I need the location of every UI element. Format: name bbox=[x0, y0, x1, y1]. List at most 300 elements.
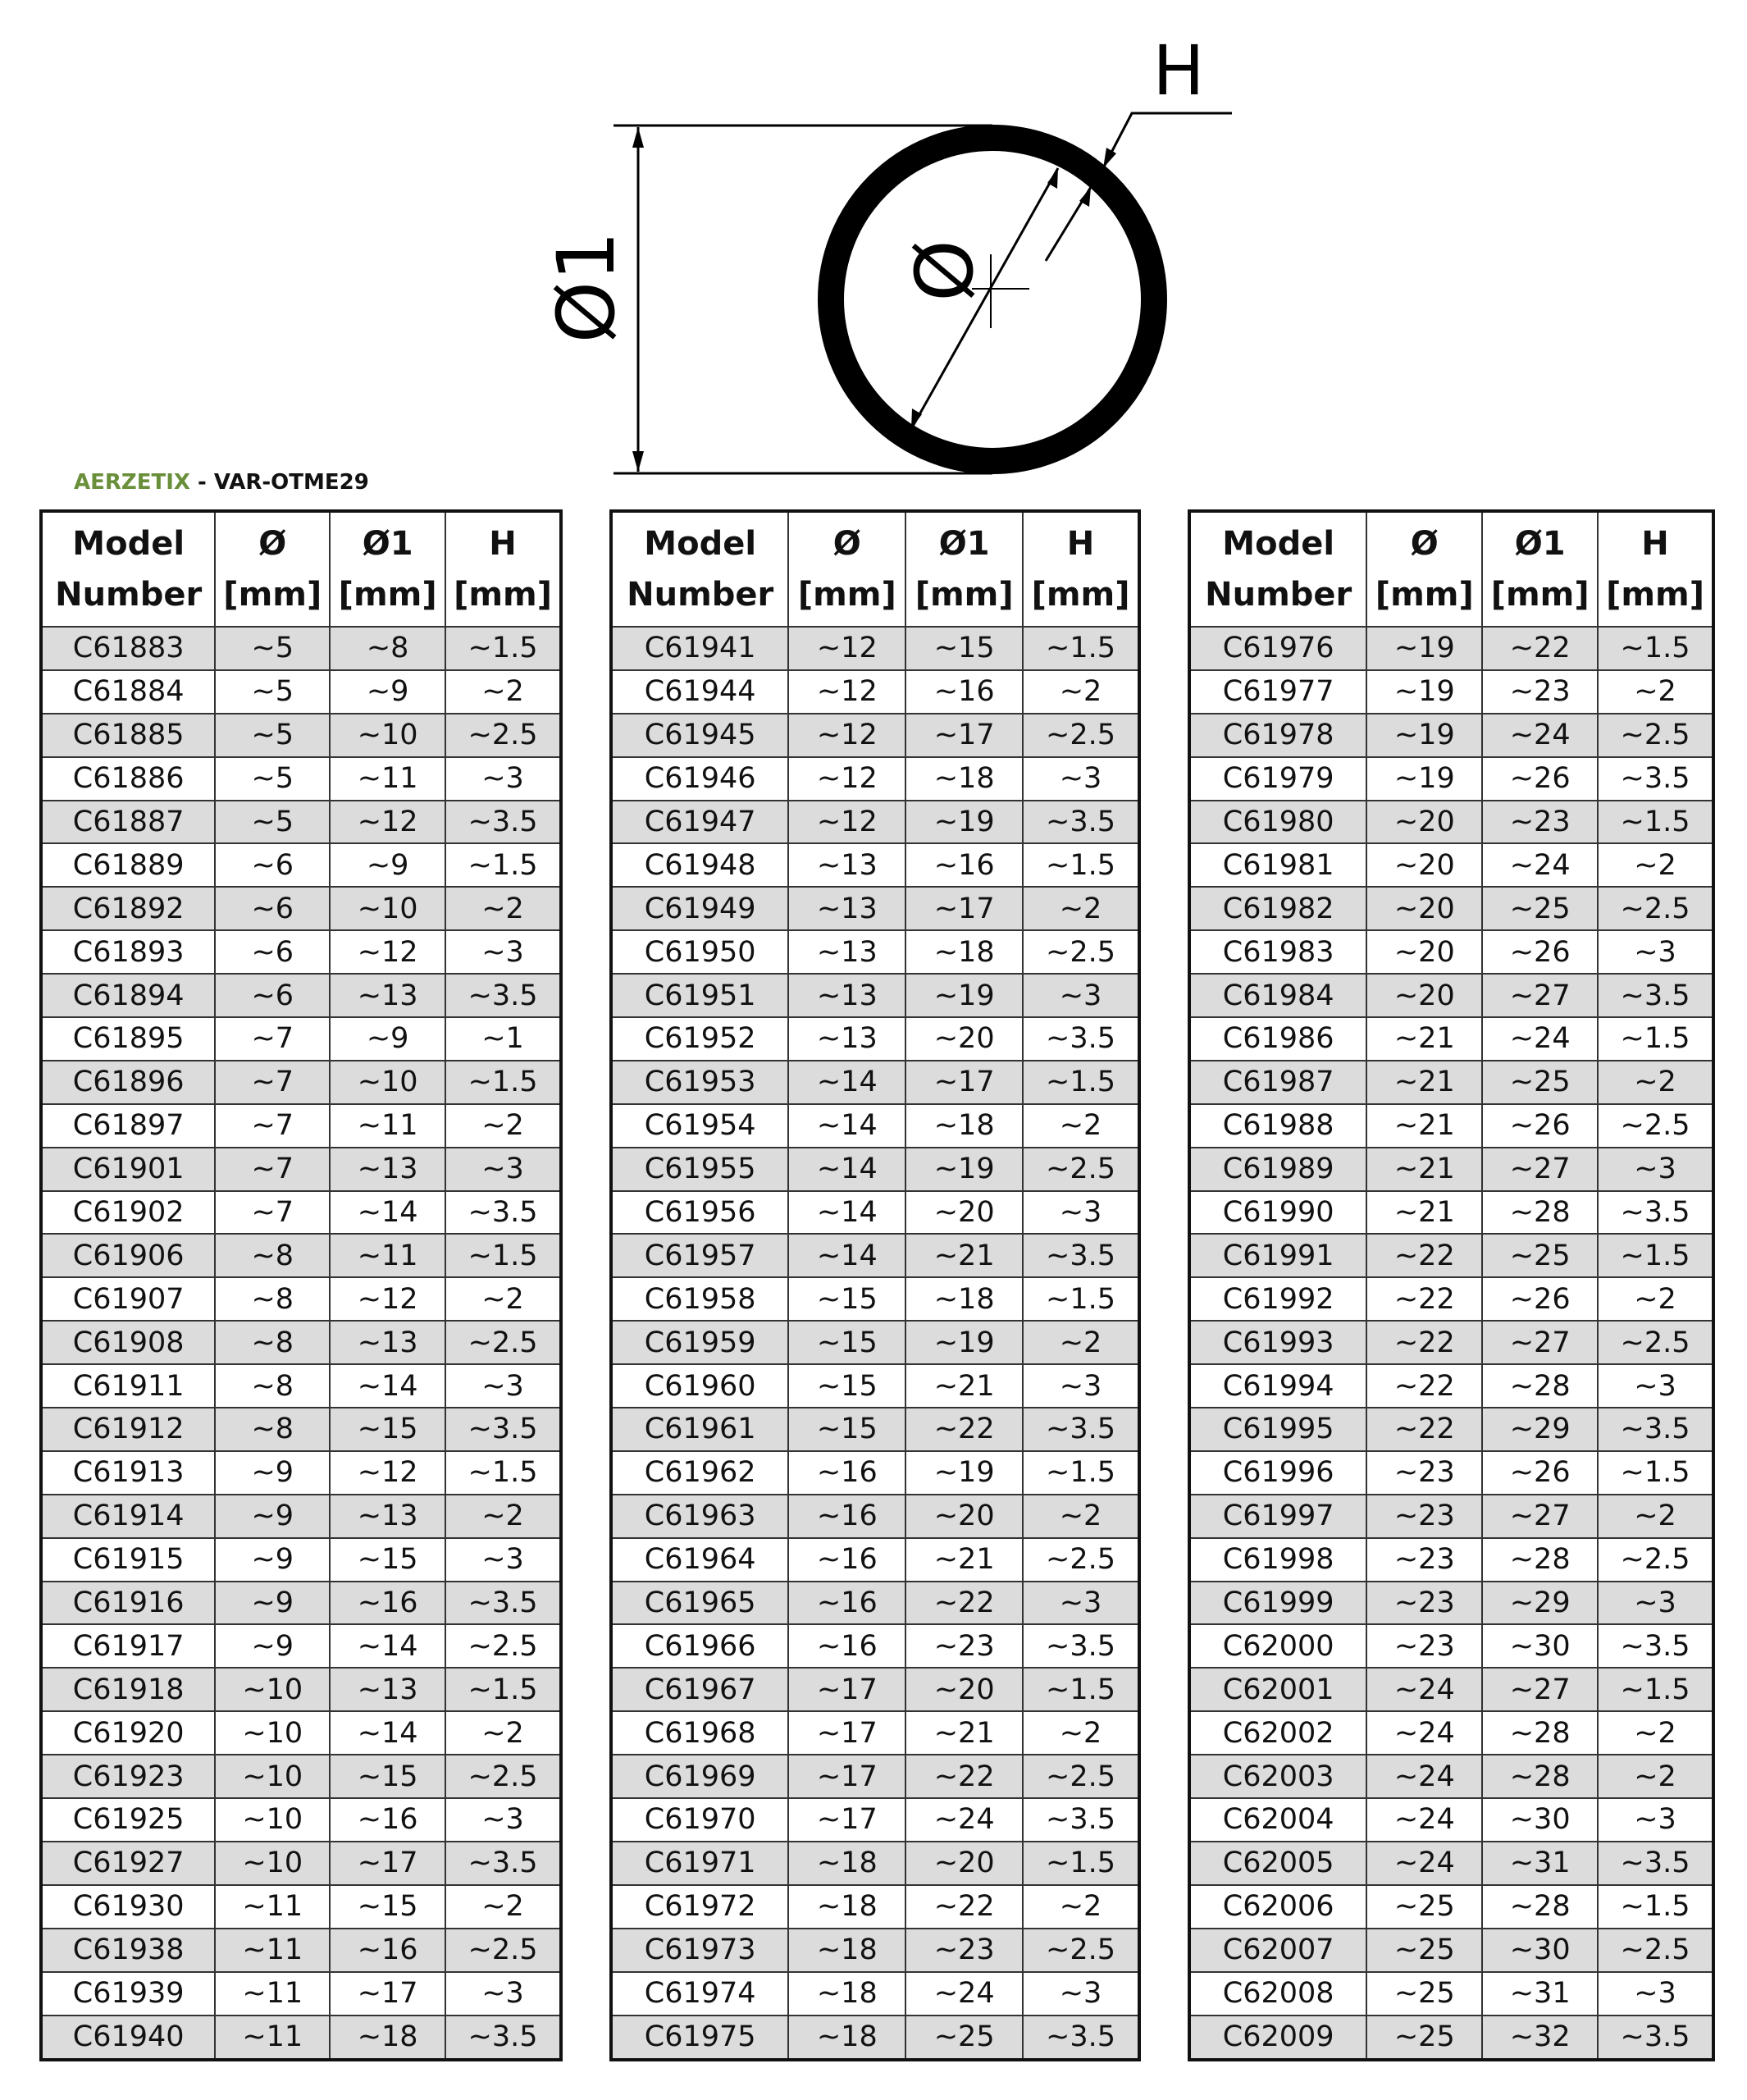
wall-thickness-cell: ~1.5 bbox=[1023, 1842, 1139, 1885]
outer-diameter-cell: ~25 bbox=[1482, 1234, 1598, 1277]
outer-diameter-cell: ~16 bbox=[330, 1798, 445, 1842]
model-number-cell: C61887 bbox=[41, 801, 215, 844]
model-number-cell: C62001 bbox=[1189, 1668, 1366, 1711]
table-row bbox=[41, 670, 561, 714]
table-row bbox=[611, 1104, 1139, 1148]
inner-diameter-cell: ~16 bbox=[788, 1624, 905, 1668]
wall-thickness-cell: ~1.5 bbox=[445, 1451, 561, 1495]
outer-diameter-cell: ~26 bbox=[1482, 757, 1598, 801]
inner-diameter-cell: ~24 bbox=[1366, 1755, 1482, 1798]
wall-thickness-cell: ~3.5 bbox=[445, 1582, 561, 1625]
outer-diameter-cell: ~24 bbox=[1482, 1017, 1598, 1061]
inner-diameter-cell: ~18 bbox=[788, 1929, 905, 1972]
table-row bbox=[1189, 1495, 1713, 1538]
model-number-cell: C61973 bbox=[611, 1929, 788, 1972]
table-row bbox=[41, 714, 561, 757]
inner-diameter-cell: ~17 bbox=[788, 1668, 905, 1711]
wall-thickness-cell: ~2 bbox=[445, 670, 561, 714]
wall-thickness-cell: ~3 bbox=[445, 1364, 561, 1408]
table-row bbox=[1189, 843, 1713, 887]
tube-dimension-diagram bbox=[0, 0, 1747, 492]
model-number-cell: C61972 bbox=[611, 1885, 788, 1929]
table-row bbox=[611, 1191, 1139, 1235]
model-number-cell: C61971 bbox=[611, 1842, 788, 1885]
outer-diameter-cell: ~21 bbox=[905, 1711, 1023, 1755]
outer-diameter-cell: ~21 bbox=[905, 1538, 1023, 1582]
outer-diameter-cell: ~24 bbox=[1482, 843, 1598, 887]
model-number-cell: C61977 bbox=[1189, 670, 1366, 714]
model-number-cell: C61920 bbox=[41, 1711, 215, 1755]
wall-thickness-cell: ~3 bbox=[1598, 1798, 1713, 1842]
inner-diameter-cell: ~7 bbox=[215, 1104, 330, 1148]
model-number-cell: C61979 bbox=[1189, 757, 1366, 801]
wall-thickness-cell: ~2 bbox=[1023, 1321, 1139, 1364]
inner-diameter-cell: ~7 bbox=[215, 1061, 330, 1104]
wall-thickness-cell: ~3 bbox=[445, 1798, 561, 1842]
wall-thickness-cell: ~3 bbox=[1023, 1972, 1139, 2016]
table-row bbox=[1189, 930, 1713, 974]
wall-thickness-cell: ~3.5 bbox=[1598, 1624, 1713, 1668]
wall-thickness-cell: ~2.5 bbox=[1598, 887, 1713, 930]
model-number-cell: C61959 bbox=[611, 1321, 788, 1364]
wall-thickness-cell: ~3.5 bbox=[1598, 2016, 1713, 2061]
outer-diameter-cell: ~30 bbox=[1482, 1624, 1598, 1668]
outer-diameter-cell: ~14 bbox=[330, 1364, 445, 1408]
wall-thickness-cell: ~2 bbox=[1023, 1885, 1139, 1929]
table-row bbox=[611, 1929, 1139, 1972]
outer-diameter-cell: ~27 bbox=[1482, 974, 1598, 1017]
table-row bbox=[41, 974, 561, 1017]
outer-diameter-cell: ~27 bbox=[1482, 1495, 1598, 1538]
header-wall-thickness: H [mm] bbox=[445, 511, 561, 627]
inner-diameter-cell: ~6 bbox=[215, 887, 330, 930]
wall-thickness-cell: ~1.5 bbox=[445, 843, 561, 887]
table-row bbox=[1189, 1798, 1713, 1842]
table-row bbox=[1189, 887, 1713, 930]
table-row bbox=[41, 2016, 561, 2061]
inner-diameter-cell: ~23 bbox=[1366, 1538, 1482, 1582]
outer-diameter-cell: ~19 bbox=[905, 1321, 1023, 1364]
brand-line bbox=[74, 466, 369, 499]
inner-diameter-cell: ~15 bbox=[788, 1277, 905, 1321]
inner-diameter-cell: ~9 bbox=[215, 1624, 330, 1668]
table-row bbox=[611, 1061, 1139, 1104]
wall-thickness-cell: ~3.5 bbox=[1023, 1408, 1139, 1451]
table-row bbox=[1189, 1929, 1713, 1972]
model-number-cell: C61948 bbox=[611, 843, 788, 887]
wall-thickness-cell: ~1.5 bbox=[1023, 1061, 1139, 1104]
inner-diameter-cell: ~14 bbox=[788, 1061, 905, 1104]
table-header-row bbox=[611, 511, 1139, 627]
model-number-cell: C61925 bbox=[41, 1798, 215, 1842]
outer-diameter-cell: ~25 bbox=[1482, 887, 1598, 930]
inner-diameter-cell: ~13 bbox=[788, 930, 905, 974]
model-number-cell: C61901 bbox=[41, 1148, 215, 1191]
table-row bbox=[611, 1885, 1139, 1929]
table-row bbox=[1189, 1755, 1713, 1798]
model-number-cell: C61945 bbox=[611, 714, 788, 757]
table-row bbox=[611, 801, 1139, 844]
inner-diameter-cell: ~10 bbox=[215, 1755, 330, 1798]
inner-diameter-cell: ~20 bbox=[1366, 974, 1482, 1017]
model-number-cell: C61957 bbox=[611, 1234, 788, 1277]
model-number-cell: C61991 bbox=[1189, 1234, 1366, 1277]
outer-diameter-cell: ~9 bbox=[330, 1017, 445, 1061]
table-row bbox=[41, 801, 561, 844]
model-number-cell: C61951 bbox=[611, 974, 788, 1017]
inner-diameter-cell: ~14 bbox=[788, 1104, 905, 1148]
inner-diameter-cell: ~20 bbox=[1366, 801, 1482, 844]
inner-diameter-cell: ~8 bbox=[215, 1277, 330, 1321]
table-row bbox=[611, 974, 1139, 1017]
outer-diameter-cell: ~20 bbox=[905, 1017, 1023, 1061]
wall-thickness-cell: ~2 bbox=[1598, 1755, 1713, 1798]
wall-thickness-cell: ~2 bbox=[1023, 1104, 1139, 1148]
table-row bbox=[1189, 627, 1713, 670]
model-number-cell: C62002 bbox=[1189, 1711, 1366, 1755]
inner-diameter-cell: ~20 bbox=[1366, 887, 1482, 930]
inner-diameter-cell: ~23 bbox=[1366, 1582, 1482, 1625]
wall-thickness-cell: ~3 bbox=[445, 757, 561, 801]
inner-diameter-cell: ~6 bbox=[215, 930, 330, 974]
model-number-cell: C61895 bbox=[41, 1017, 215, 1061]
inner-diameter-cell: ~15 bbox=[788, 1408, 905, 1451]
outer-diameter-cell: ~18 bbox=[330, 2016, 445, 2061]
outer-diameter-cell: ~12 bbox=[330, 801, 445, 844]
outer-diameter-cell: ~17 bbox=[905, 1061, 1023, 1104]
outer-diameter-cell: ~13 bbox=[330, 1148, 445, 1191]
table-row bbox=[1189, 1885, 1713, 1929]
wall-thickness-cell: ~3 bbox=[1023, 757, 1139, 801]
table-row bbox=[41, 1364, 561, 1408]
model-number-cell: C61987 bbox=[1189, 1061, 1366, 1104]
model-number-cell: C61897 bbox=[41, 1104, 215, 1148]
wall-thickness-cell: ~2 bbox=[445, 1495, 561, 1538]
table-row bbox=[611, 1364, 1139, 1408]
model-number-cell: C61950 bbox=[611, 930, 788, 974]
model-number-cell: C61952 bbox=[611, 1017, 788, 1061]
wall-thickness-cell: ~2.5 bbox=[1023, 1148, 1139, 1191]
outer-diameter-cell: ~21 bbox=[905, 1364, 1023, 1408]
table-row bbox=[41, 1582, 561, 1625]
outer-diameter-cell: ~32 bbox=[1482, 2016, 1598, 2061]
table-row bbox=[611, 1538, 1139, 1582]
table-row bbox=[41, 1277, 561, 1321]
brand-separator: - bbox=[189, 470, 214, 495]
inner-diameter-cell: ~18 bbox=[788, 2016, 905, 2061]
outer-diameter-cell: ~11 bbox=[330, 1104, 445, 1148]
table-row bbox=[1189, 1017, 1713, 1061]
wall-thickness-cell: ~2.5 bbox=[1598, 1321, 1713, 1364]
table-row bbox=[611, 2016, 1139, 2061]
inner-diameter-cell: ~13 bbox=[788, 1017, 905, 1061]
wall-thickness-cell: ~3.5 bbox=[1598, 974, 1713, 1017]
model-number-cell: C62007 bbox=[1189, 1929, 1366, 1972]
wall-thickness-cell: ~2 bbox=[445, 887, 561, 930]
table-row bbox=[41, 1755, 561, 1798]
wall-thickness-cell: ~2 bbox=[1598, 1495, 1713, 1538]
header-outer-diameter: Ø1 [mm] bbox=[1482, 511, 1598, 627]
inner-diameter-cell: ~25 bbox=[1366, 1972, 1482, 2016]
model-number-cell: C61930 bbox=[41, 1885, 215, 1929]
outer-diameter-cell: ~27 bbox=[1482, 1321, 1598, 1364]
table-row bbox=[611, 1408, 1139, 1451]
table-row bbox=[611, 1148, 1139, 1191]
inner-diameter-cell: ~7 bbox=[215, 1148, 330, 1191]
outer-diameter-cell: ~22 bbox=[905, 1885, 1023, 1929]
wall-thickness-cell: ~2 bbox=[1023, 1711, 1139, 1755]
wall-thickness-cell: ~2.5 bbox=[445, 1929, 561, 1972]
table-row bbox=[611, 843, 1139, 887]
table-row bbox=[41, 1234, 561, 1277]
model-number-cell: C61988 bbox=[1189, 1104, 1366, 1148]
wall-thickness-cell: ~3 bbox=[445, 1538, 561, 1582]
table-row bbox=[611, 1582, 1139, 1625]
wall-thickness-cell: ~2.5 bbox=[1598, 1929, 1713, 1972]
wall-thickness-cell: ~3.5 bbox=[445, 974, 561, 1017]
inner-diameter-cell: ~11 bbox=[215, 1885, 330, 1929]
wall-thickness-cell: ~2.5 bbox=[1598, 1104, 1713, 1148]
wall-thickness-cell: ~3 bbox=[1598, 1972, 1713, 2016]
wall-thickness-cell: ~1.5 bbox=[445, 1668, 561, 1711]
brand-name: AERZETIX bbox=[74, 470, 190, 495]
model-number-cell: C61912 bbox=[41, 1408, 215, 1451]
table-row bbox=[1189, 1972, 1713, 2016]
table-row bbox=[41, 1148, 561, 1191]
table-row bbox=[1189, 757, 1713, 801]
outer-diameter-cell: ~29 bbox=[1482, 1408, 1598, 1451]
model-number-cell: C61964 bbox=[611, 1538, 788, 1582]
wall-thickness-cell: ~3 bbox=[1023, 1191, 1139, 1235]
table-row bbox=[1189, 1711, 1713, 1755]
model-number-cell: C61885 bbox=[41, 714, 215, 757]
model-number-cell: C61990 bbox=[1189, 1191, 1366, 1235]
inner-diameter-cell: ~20 bbox=[1366, 843, 1482, 887]
model-number-cell: C61944 bbox=[611, 670, 788, 714]
inner-diameter-cell: ~13 bbox=[788, 843, 905, 887]
header-model-number: Model Number bbox=[41, 511, 215, 627]
inner-diameter-cell: ~12 bbox=[788, 714, 905, 757]
inner-diameter-cell: ~12 bbox=[788, 801, 905, 844]
table-row bbox=[611, 1451, 1139, 1495]
outer-diameter-cell: ~27 bbox=[1482, 1668, 1598, 1711]
inner-diameter-cell: ~9 bbox=[215, 1582, 330, 1625]
inner-diameter-cell: ~5 bbox=[215, 627, 330, 670]
model-number-cell: C62008 bbox=[1189, 1972, 1366, 2016]
inner-diameter-cell: ~12 bbox=[788, 670, 905, 714]
table-row bbox=[41, 1495, 561, 1538]
model-number-cell: C61917 bbox=[41, 1624, 215, 1668]
inner-diameter-cell: ~19 bbox=[1366, 670, 1482, 714]
wall-thickness-cell: ~3.5 bbox=[1598, 1408, 1713, 1451]
inner-diameter-cell: ~23 bbox=[1366, 1451, 1482, 1495]
outer-diameter-cell: ~24 bbox=[1482, 714, 1598, 757]
model-number-cell: C61893 bbox=[41, 930, 215, 974]
wall-thickness-cell: ~3 bbox=[445, 1148, 561, 1191]
outer-diameter-cell: ~30 bbox=[1482, 1798, 1598, 1842]
model-number-cell: C61938 bbox=[41, 1929, 215, 1972]
model-number-cell: C62009 bbox=[1189, 2016, 1366, 2061]
wall-thickness-cell: ~1.5 bbox=[1598, 1451, 1713, 1495]
table-row bbox=[41, 1104, 561, 1148]
inner-diameter-cell: ~5 bbox=[215, 801, 330, 844]
model-number-cell: C61914 bbox=[41, 1495, 215, 1538]
inner-diameter-cell: ~8 bbox=[215, 1364, 330, 1408]
inner-diameter-cell: ~22 bbox=[1366, 1234, 1482, 1277]
outer-diameter-cell: ~28 bbox=[1482, 1538, 1598, 1582]
table-row bbox=[41, 1624, 561, 1668]
inner-diameter-cell: ~25 bbox=[1366, 2016, 1482, 2061]
outer-diameter-cell: ~11 bbox=[330, 1234, 445, 1277]
wall-thickness-cell: ~1.5 bbox=[1023, 627, 1139, 670]
inner-diameter-cell: ~22 bbox=[1366, 1277, 1482, 1321]
inner-diameter-cell: ~9 bbox=[215, 1451, 330, 1495]
model-number-cell: C61962 bbox=[611, 1451, 788, 1495]
wall-thickness-cell: ~2 bbox=[1023, 670, 1139, 714]
table-row bbox=[1189, 801, 1713, 844]
inner-diameter-cell: ~8 bbox=[215, 1234, 330, 1277]
table-row bbox=[41, 1842, 561, 1885]
wall-thickness-cell: ~3.5 bbox=[1598, 1191, 1713, 1235]
model-number-cell: C61993 bbox=[1189, 1321, 1366, 1364]
model-number-cell: C61889 bbox=[41, 843, 215, 887]
inner-diameter-cell: ~22 bbox=[1366, 1321, 1482, 1364]
model-number-cell: C61997 bbox=[1189, 1495, 1366, 1538]
spec-table-2 bbox=[609, 509, 1141, 2061]
model-number-cell: C61969 bbox=[611, 1755, 788, 1798]
wall-thickness-cell: ~1.5 bbox=[1598, 1234, 1713, 1277]
wall-thickness-cell: ~2.5 bbox=[1023, 1755, 1139, 1798]
inner-diameter-cell: ~25 bbox=[1366, 1929, 1482, 1972]
outer-diameter-cell: ~23 bbox=[1482, 670, 1598, 714]
outer-diameter-cell: ~13 bbox=[330, 1495, 445, 1538]
table-row bbox=[611, 670, 1139, 714]
model-number-cell: C61978 bbox=[1189, 714, 1366, 757]
wall-thickness-cell: ~3.5 bbox=[1023, 1624, 1139, 1668]
wall-thickness-cell: ~3.5 bbox=[445, 1191, 561, 1235]
table-row bbox=[41, 1929, 561, 1972]
table-header-row bbox=[1189, 511, 1713, 627]
header-model-number: Model Number bbox=[611, 511, 788, 627]
inner-diameter-cell: ~24 bbox=[1366, 1668, 1482, 1711]
table-row bbox=[1189, 1668, 1713, 1711]
inner-diameter-cell: ~19 bbox=[1366, 757, 1482, 801]
model-number-cell: C61986 bbox=[1189, 1017, 1366, 1061]
inner-diameter-cell: ~9 bbox=[215, 1495, 330, 1538]
wall-thickness-cell: ~1.5 bbox=[445, 627, 561, 670]
header-inner-diameter: Ø [mm] bbox=[788, 511, 905, 627]
table-row bbox=[41, 887, 561, 930]
inner-diameter-cell: ~21 bbox=[1366, 1148, 1482, 1191]
outer-diameter-cell: ~25 bbox=[905, 2016, 1023, 2061]
wall-thickness-cell: ~3.5 bbox=[1598, 757, 1713, 801]
table-row bbox=[1189, 1234, 1713, 1277]
model-number-cell: C61916 bbox=[41, 1582, 215, 1625]
outer-diameter-cell: ~29 bbox=[1482, 1582, 1598, 1625]
table-row bbox=[1189, 1104, 1713, 1148]
spec-table-1 bbox=[39, 509, 563, 2061]
outer-diameter-cell: ~13 bbox=[330, 1668, 445, 1711]
wall-thickness-cell: ~1.5 bbox=[445, 1061, 561, 1104]
table-row bbox=[611, 1972, 1139, 2016]
outer-diameter-cell: ~16 bbox=[905, 843, 1023, 887]
outer-diameter-cell: ~31 bbox=[1482, 1972, 1598, 2016]
table-row bbox=[1189, 1538, 1713, 1582]
inner-diameter-cell: ~15 bbox=[788, 1364, 905, 1408]
outer-diameter-cell: ~27 bbox=[1482, 1148, 1598, 1191]
model-number-cell: C61908 bbox=[41, 1321, 215, 1364]
outer-diameter-cell: ~9 bbox=[330, 670, 445, 714]
inner-diameter-cell: ~10 bbox=[215, 1798, 330, 1842]
inner-diameter-cell: ~13 bbox=[788, 974, 905, 1017]
model-number-cell: C61984 bbox=[1189, 974, 1366, 1017]
wall-thickness-cell: ~3.5 bbox=[1598, 1842, 1713, 1885]
inner-diameter-cell: ~5 bbox=[215, 670, 330, 714]
inner-diameter-cell: ~24 bbox=[1366, 1711, 1482, 1755]
table-row bbox=[41, 1408, 561, 1451]
inner-diameter-cell: ~25 bbox=[1366, 1885, 1482, 1929]
inner-diameter-cell: ~13 bbox=[788, 887, 905, 930]
h-leader-line bbox=[1103, 113, 1232, 168]
inner-diameter-cell: ~16 bbox=[788, 1451, 905, 1495]
model-number-cell: C61894 bbox=[41, 974, 215, 1017]
wall-thickness-cell: ~3 bbox=[1598, 1582, 1713, 1625]
outer-diameter-cell: ~13 bbox=[330, 974, 445, 1017]
outer-diameter-cell: ~26 bbox=[1482, 1451, 1598, 1495]
model-number-cell: C61989 bbox=[1189, 1148, 1366, 1191]
model-number-cell: C62003 bbox=[1189, 1755, 1366, 1798]
table-row bbox=[41, 1885, 561, 1929]
table-row bbox=[611, 627, 1139, 670]
wall-thickness-cell: ~2 bbox=[1598, 1061, 1713, 1104]
model-number-cell: C61981 bbox=[1189, 843, 1366, 887]
wall-thickness-cell: ~1.5 bbox=[445, 1234, 561, 1277]
wall-thickness-cell: ~1.5 bbox=[1598, 1017, 1713, 1061]
outer-diameter-cell: ~20 bbox=[905, 1495, 1023, 1538]
outer-diameter-cell: ~22 bbox=[905, 1408, 1023, 1451]
spec-table-3 bbox=[1188, 509, 1715, 2061]
outer-diameter-cell: ~16 bbox=[905, 670, 1023, 714]
table-row bbox=[611, 1495, 1139, 1538]
wall-thickness-cell: ~1.5 bbox=[1023, 1668, 1139, 1711]
outer-diameter-cell: ~17 bbox=[905, 714, 1023, 757]
model-number-cell: C61886 bbox=[41, 757, 215, 801]
outer-diameter-cell: ~28 bbox=[1482, 1885, 1598, 1929]
table-row bbox=[611, 1277, 1139, 1321]
outer-diameter-cell: ~10 bbox=[330, 1061, 445, 1104]
outer-diameter-cell: ~16 bbox=[330, 1929, 445, 1972]
outer-diameter-cell: ~28 bbox=[1482, 1191, 1598, 1235]
inner-diameter-cell: ~10 bbox=[215, 1842, 330, 1885]
outer-diameter-cell: ~11 bbox=[330, 757, 445, 801]
table-row bbox=[611, 1755, 1139, 1798]
outer-diameter-cell: ~19 bbox=[905, 974, 1023, 1017]
outer-diameter-cell: ~22 bbox=[905, 1755, 1023, 1798]
product-code: VAR-OTME29 bbox=[213, 470, 369, 495]
outer-diameter-cell: ~28 bbox=[1482, 1711, 1598, 1755]
wall-thickness-cell: ~2 bbox=[445, 1104, 561, 1148]
model-number-cell: C62000 bbox=[1189, 1624, 1366, 1668]
header-outer-diameter: Ø1 [mm] bbox=[330, 511, 445, 627]
wall-thickness-cell: ~2.5 bbox=[1023, 930, 1139, 974]
table-row bbox=[1189, 1364, 1713, 1408]
model-number-cell: C61884 bbox=[41, 670, 215, 714]
model-number-cell: C61955 bbox=[611, 1148, 788, 1191]
wall-thickness-cell: ~1.5 bbox=[1598, 801, 1713, 844]
wall-thickness-cell: ~1.5 bbox=[1023, 843, 1139, 887]
wall-thickness-cell: ~3 bbox=[1598, 1148, 1713, 1191]
model-number-cell: C61947 bbox=[611, 801, 788, 844]
